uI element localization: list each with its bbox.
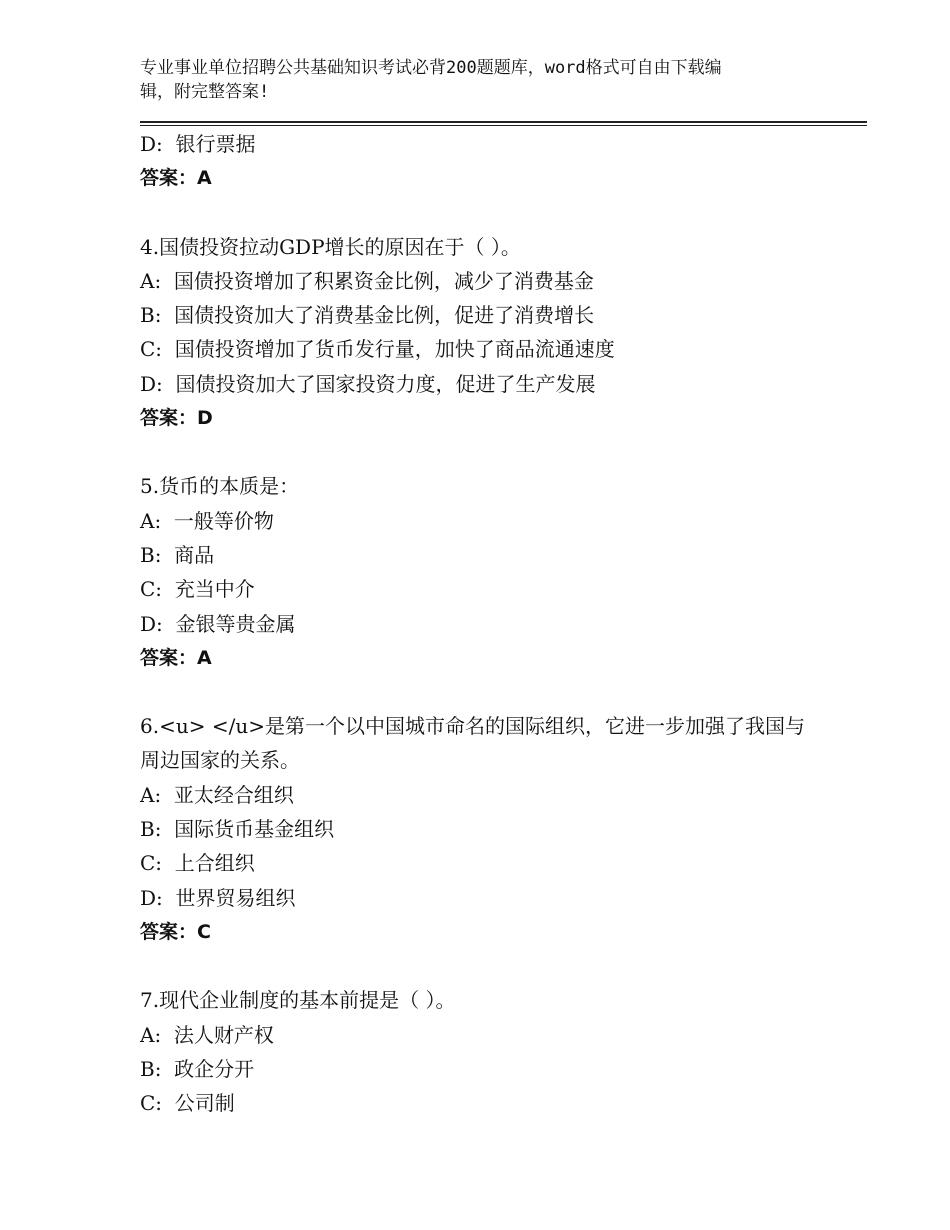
question-stem: 5.货币的本质是： <box>140 474 300 499</box>
option-a: A: 一般等价物 <box>140 508 274 533</box>
option-b: B: 政企分开 <box>140 1056 255 1081</box>
answer: 答案：A <box>140 167 212 190</box>
question-stem: 6.<u> </u>是第一个以中国城市命名的国际组织，它进一步加强了我国与周边国家的关系。 <box>140 714 805 773</box>
option-c: C: 充当中介 <box>140 577 255 602</box>
answer: 答案：D <box>140 407 213 430</box>
question-list <box>140 127 820 1120</box>
option-b: B: 国际货币基金组织 <box>140 817 335 842</box>
question-stem: 7.现代企业制度的基本前提是（ ）。 <box>140 988 456 1013</box>
header-divider <box>140 121 867 123</box>
option-b: B: 商品 <box>140 542 215 567</box>
option-c: C: 国债投资增加了货币发行量，加快了商品流通速度 <box>140 337 615 362</box>
option-c: C: 公司制 <box>140 1091 235 1116</box>
header-divider-thin <box>140 125 867 126</box>
question-5 <box>140 469 820 675</box>
option-a: A: 国债投资增加了积累资金比例，减少了消费基金 <box>140 268 594 293</box>
option-a: A: 亚太经合组织 <box>140 782 294 807</box>
question-4 <box>140 230 820 436</box>
option-d: D: 金银等贵金属 <box>140 611 296 636</box>
question-6 <box>140 709 820 949</box>
option-d: D: 国债投资加大了国家投资力度，促进了生产发展 <box>140 371 596 396</box>
question-stem: 4.国债投资拉动GDP增长的原因在于（ ）。 <box>140 234 521 259</box>
option-b: B: 国债投资加大了消费基金比例，促进了消费增长 <box>140 303 595 328</box>
option-d: D: 世界贸易组织 <box>140 885 296 910</box>
header-title-line-1: 专业事业单位招聘公共基础知识考试必背200题题库，word格式可自由下载编 <box>140 58 722 78</box>
header-title-line-2: 辑，附完整答案! <box>140 82 270 102</box>
page-header <box>140 56 800 104</box>
question-7 <box>140 983 820 1120</box>
question-fragment <box>140 127 820 196</box>
answer: 答案：A <box>140 646 212 669</box>
option-d: D: 银行票据 <box>140 132 256 156</box>
option-a: A: 法人财产权 <box>140 1022 274 1047</box>
option-c: C: 上合组织 <box>140 851 255 876</box>
answer: 答案：C <box>140 920 211 943</box>
